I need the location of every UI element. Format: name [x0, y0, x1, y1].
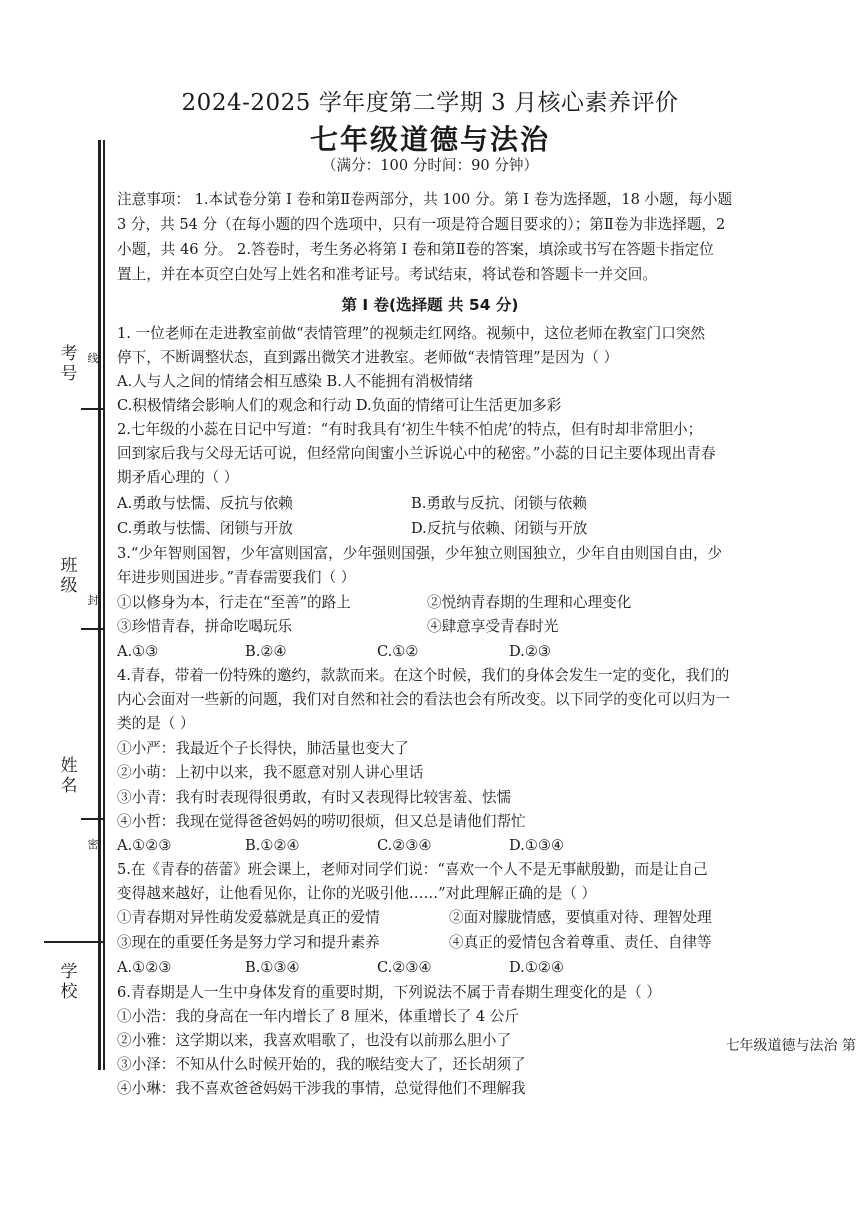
label-mi: 密 — [87, 838, 99, 851]
label-xingming: 姓 名 — [60, 756, 78, 796]
option-b: B.②④ — [245, 643, 287, 660]
statement-item: ②悦纳青春期的生理和心理变化 — [427, 594, 632, 611]
question-line: 回到家后我与父母无话可说，但经常向闺蜜小兰诉说心中的秘密。”小蕊的日记主要体现出青春 — [117, 445, 716, 462]
statement-item: ①青春期对异性萌发爱慕就是真正的爱情 — [117, 909, 380, 926]
question-line: 年进步则国进步。”青春需要我们（ ） — [117, 569, 356, 586]
statement-item: ②小萌：上初中以来，我不愿意对别人讲心里话 — [117, 764, 424, 781]
option-b: B.①②④ — [245, 837, 300, 854]
question-line: 变得越来越好，让他看见你，让你的光吸引他……”对此理解正确的是（ ） — [117, 885, 597, 902]
field-underline — [81, 408, 104, 410]
statement-item: ①小严：我最近个子长得快，肺活量也变大了 — [117, 740, 409, 757]
question-line: 4.青春，带着一份特殊的邀约，款款而来。在这个时候，我们的身体会发生一定的变化，我们的 — [117, 667, 730, 684]
label-kaohao: 考 号 — [60, 344, 78, 384]
option-a: A.①②③ — [117, 837, 172, 854]
statement-item: ④小哲：我现在觉得爸爸妈妈的唠叨很烦，但又总是请他们帮忙 — [117, 813, 526, 830]
label-feng: 封 — [87, 594, 99, 607]
statement-item: ②小雅：这学期以来，我喜欢唱歌了，也没有以前那么胆小了 — [117, 1032, 512, 1049]
option-c: C.②③④ — [377, 959, 432, 976]
option-d: D.反抗与依赖、闭锁与开放 — [411, 520, 588, 537]
option-b: B.①③④ — [245, 959, 300, 976]
statement-item: ③小青：我有时表现得很勇敢，有时又表现得比较害羞、怯懦 — [117, 789, 512, 806]
option-a: A.①②③ — [117, 959, 172, 976]
statement-item: ③现在的重要任务是努力学习和提升素养 — [117, 934, 380, 951]
subject-title: 七年级道德与法治 — [309, 123, 550, 156]
question-line: 5.在《青春的蓓蕾》班会课上，老师对同学们说：“喜欢一个人不是无事献殷勤，而是让自己 — [117, 861, 708, 878]
field-underline — [81, 628, 104, 630]
option-line: C.积极情绪会影响人们的观念和行动 D.负面的情绪可让生活更加多彩 — [117, 397, 562, 414]
question-line: 1. 一位老师在走进教室前做“表情管理”的视频走红网络。视频中，这位老师在教室门口突然 — [117, 325, 706, 342]
label-xian: 线 — [87, 352, 99, 365]
question-line: 2.七年级的小蕊在日记中写道：“有时我具有‘初生牛犊不怕虎’的特点，但有时却非常胆小； — [117, 421, 703, 438]
notice-line: 注意事项： 1.本试卷分第 I 卷和第Ⅱ卷两部分，共 100 分。第 I 卷为选择题，18 小题，每小题 — [117, 191, 733, 208]
option-d: D.①②④ — [509, 959, 565, 976]
question-line: 3.“少年智则国智，少年富则国富，少年强则国强，少年独立则国独立，少年自由则国自由，少 — [117, 545, 723, 562]
statement-item: ②面对朦胧情感，要慎重对待、理智处理 — [449, 909, 712, 926]
option-line: A.人与人之间的情绪会相互感染 B.人不能拥有消极情绪 — [117, 373, 474, 390]
statement-item: ①小浩：我的身高在一年内增长了 8 厘米，体重增长了 4 公斤 — [117, 1008, 519, 1025]
page-footer: 七年级道德与法治 第 — [725, 1038, 856, 1054]
exam-info: （满分：100 分时间：90 分钟） — [321, 157, 539, 174]
field-underline — [81, 818, 104, 820]
option-d: D.①③④ — [509, 837, 565, 854]
notice-line: 3 分，共 54 分（在每小题的四个选项中，只有一项是符合题目要求的）；第Ⅱ卷为非选择题，2 — [117, 216, 726, 233]
label-xuexiao: 学 校 — [60, 962, 78, 1002]
notice-line: 置上，并在本页空白处写上姓名和准考证号。考试结束，将试卷和答题卡一并交回。 — [117, 266, 657, 283]
field-underline — [44, 941, 104, 943]
option-d: D.②③ — [509, 643, 551, 660]
binding-line-inner — [103, 140, 105, 1070]
statement-item: ④肆意享受青春时光 — [427, 618, 559, 635]
question-line: 6.青春期是人一生中身体发育的重要时期，下列说法不属于青春期生理变化的是（ ） — [117, 984, 661, 1001]
statement-item: ④小琳：我不喜欢爸爸妈妈干涉我的事情，总觉得他们不理解我 — [117, 1080, 526, 1097]
statement-item: ③小泽：不知从什么时候开始的，我的喉结变大了，还长胡须了 — [117, 1056, 526, 1073]
exam-title: 2024-2025 学年度第二学期 3 月核心素养评价 — [181, 90, 679, 116]
option-c: C.②③④ — [377, 837, 432, 854]
question-line: 类的是（ ） — [117, 715, 195, 732]
statement-item: ④真正的爱情包含着尊重、责任、自律等 — [449, 934, 712, 951]
option-b: B.勇敢与反抗、闭锁与依赖 — [411, 495, 587, 512]
statement-item: ①以修身为本，行走在“至善”的路上 — [117, 594, 351, 611]
question-line: 停下，不断调整状态，直到露出微笑才进教室。老师做“表情管理”是因为（ ） — [117, 349, 619, 366]
statement-item: ③珍惜青春，拼命吃喝玩乐 — [117, 618, 293, 635]
notice-line: 小题，共 46 分。 2.答卷时，考生务必将第 I 卷和第Ⅱ卷的答案，填涂或书写在答题卡指定位 — [117, 241, 714, 258]
option-c: C.勇敢与怯懦、闭锁与开放 — [117, 520, 293, 537]
question-line: 内心会面对一些新的问题，我们对自然和社会的看法也会有所改变。以下同学的变化可以归为一 — [117, 691, 730, 708]
option-c: C.①② — [377, 643, 419, 660]
section-heading: 第 I 卷(选择题 共 54 分) — [341, 296, 519, 314]
label-banji: 班 级 — [60, 556, 78, 596]
option-a: A.①③ — [117, 643, 159, 660]
option-a: A.勇敢与怯懦、反抗与依赖 — [117, 495, 293, 512]
question-line: 期矛盾心理的（ ） — [117, 469, 239, 486]
